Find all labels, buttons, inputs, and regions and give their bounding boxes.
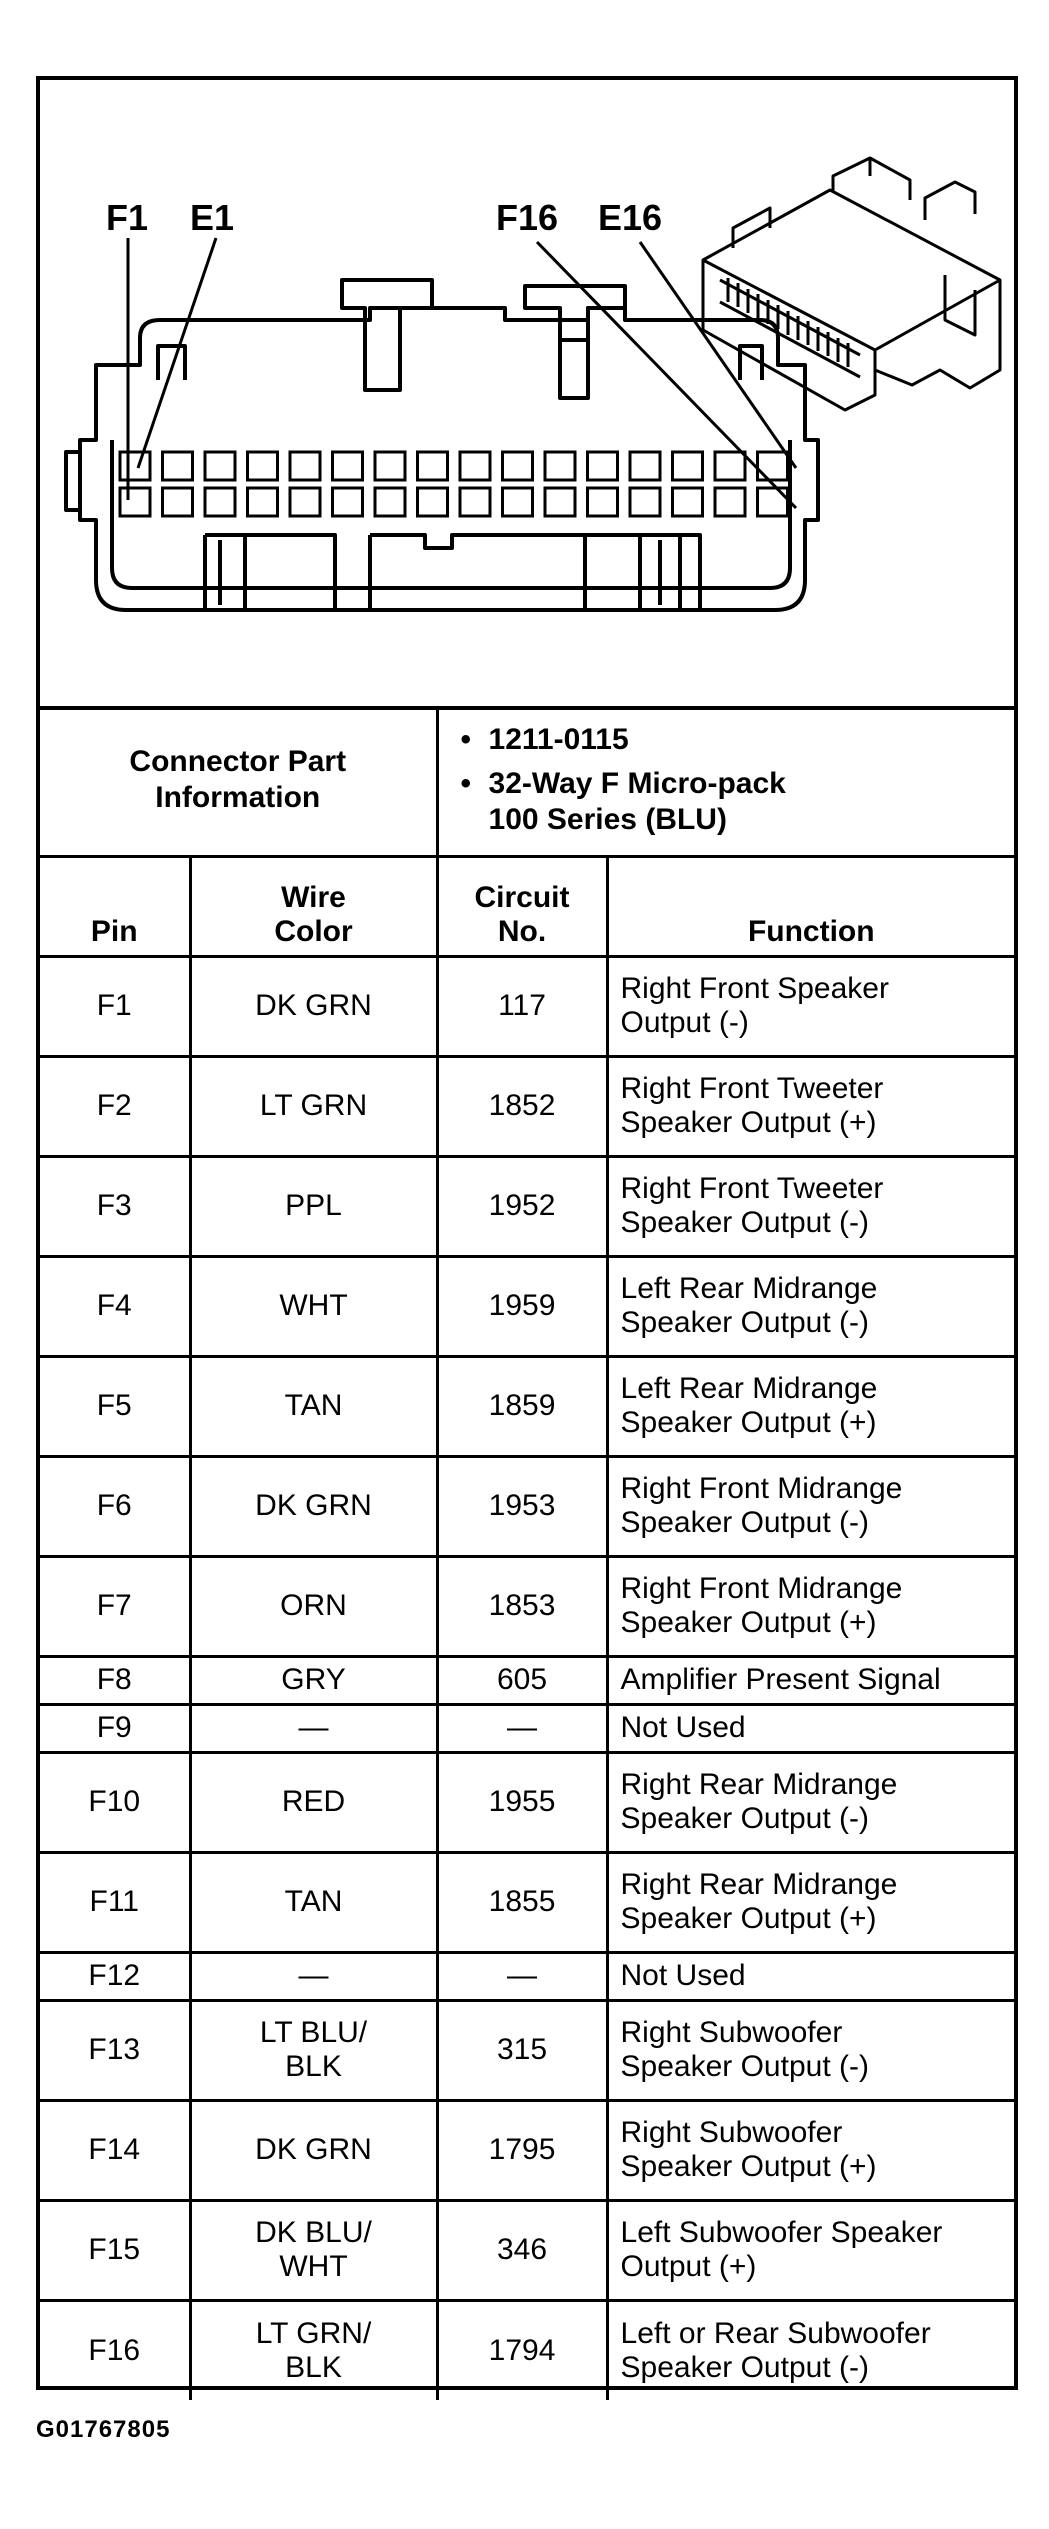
wire-color-line: TAN [284,1885,343,1918]
wire-color-line: DK BLU/ [255,2216,372,2249]
callout-e16: E16 [598,197,663,238]
callout-f1: F1 [106,197,149,238]
pin-cavity [545,452,575,480]
pin-cell: F15 [40,2200,190,2300]
pin-cavity [758,488,788,516]
pin-rows [40,956,1014,2400]
table-row [40,1356,1014,1456]
pin-cavity [715,452,745,480]
function-cell [607,1952,1014,2000]
connector-description-line1: • 32-Way F Micro-pack [461,766,1015,802]
pin-cavity [205,452,235,480]
wire-color-cell [190,1256,437,1356]
pin-cavity [503,452,533,480]
pin-cavity [673,488,703,516]
wire-color-cell [190,1556,437,1656]
pin-cell: F13 [40,2000,190,2100]
pin-cell: F9 [40,1704,190,1752]
pin-cavity [333,488,363,516]
function-line: Right Front Tweeter [620,1172,884,1205]
connector-iso-view [703,158,1000,410]
function-line: Speaker Output (-) [620,2050,869,2083]
table-row [40,1156,1014,1256]
function-line: Speaker Output (-) [620,1206,869,1239]
connector-face-drawing [40,80,1014,706]
wire-color-cell [190,1752,437,1852]
figure-code: G01767805 [36,2416,171,2443]
header-wire-color-line1: Wire [281,880,346,914]
function-line: Right Subwoofer [620,2016,843,2049]
wire-color-line: — [298,1711,329,1744]
housing-inner [112,440,790,588]
table-row [40,1656,1014,1704]
circuit-cell: 346 [437,2200,607,2300]
wire-color-cell [190,2200,437,2300]
wire-color-line: BLK [285,2050,342,2083]
pin-cavity [715,488,745,516]
header-circuit-line1: Circuit [474,880,570,914]
pin-cell: F12 [40,1952,190,2000]
wire-color-line: LT BLU/ [259,2016,368,2049]
wire-color-line: RED [281,1785,346,1818]
function-cell [607,2100,1014,2200]
circuit-cell: 1959 [437,1256,607,1356]
function-cell [607,1656,1014,1704]
pin-cavity [375,488,405,516]
wire-color-line: DK GRN [255,2133,372,2166]
side-tab-left [66,452,80,510]
function-line: Right Rear Midrange [620,1768,898,1801]
pin-cell: F10 [40,1752,190,1852]
function-line: Speaker Output (-) [620,2350,869,2384]
function-cell [607,1456,1014,1556]
pin-cavity [205,488,235,516]
wire-color-cell [190,2000,437,2100]
function-line: Right Front Tweeter [620,1072,884,1105]
wire-color-cell [190,1952,437,2000]
table-row [40,1256,1014,1356]
wire-color-cell [190,1156,437,1256]
function-line: Left Subwoofer Speaker [620,2216,943,2249]
wire-color-line: LT GRN [259,1089,368,1122]
header-circuit-line2: No. [497,914,547,948]
pin-cell: F6 [40,1456,190,1556]
header-wire-color-line2: Color [274,914,353,948]
wire-color-line: GRY [281,1663,346,1696]
function-line: Left Rear Midrange [620,1272,878,1305]
circuit-cell: 1952 [437,1156,607,1256]
function-cell [607,1852,1014,1952]
table-row [40,956,1014,1056]
circuit-cell: 1859 [437,1356,607,1456]
function-cell [607,1256,1014,1356]
function-cell [607,2300,1014,2400]
circuit-cell: — [437,1952,607,2000]
wire-color-cell [190,1056,437,1156]
latch-left [342,280,432,390]
pin-cell: F5 [40,1356,190,1456]
function-line: Speaker Output (+) [620,2150,877,2183]
wire-color-line: PPL [285,1189,342,1222]
pin-cell: F14 [40,2100,190,2200]
table-row [40,2300,1014,2400]
wire-color-line: — [298,1959,329,1992]
function-line: Speaker Output (+) [620,1406,877,1439]
table-row [40,1952,1014,2000]
function-line: Speaker Output (-) [620,1306,869,1339]
wire-color-cell [190,956,437,1056]
function-line: Not Used [620,1959,746,1992]
function-line: Right Rear Midrange [620,1868,898,1901]
header-function [607,856,1014,956]
pinout-table [40,706,1014,2400]
function-line: Speaker Output (+) [620,1902,877,1935]
pin-cell: F11 [40,1852,190,1952]
function-line: Speaker Output (+) [620,1106,877,1139]
callout-f16: F16 [496,197,559,238]
connector-description-line2: 100 Series (BLU) [488,803,727,837]
wire-color-line: BLK [285,2350,342,2384]
circuit-cell: 1953 [437,1456,607,1556]
pin-cavity [418,488,448,516]
wire-color-line: DK GRN [255,989,372,1022]
callout-e1: E1 [190,197,235,238]
function-line: Speaker Output (-) [620,1506,869,1539]
table-row [40,1852,1014,1952]
table-row [40,1752,1014,1852]
header-circuit [437,856,607,956]
table-row [40,1456,1014,1556]
pin-cell: F8 [40,1656,190,1704]
wire-color-line: DK GRN [255,1489,372,1522]
wire-color-cell [190,2100,437,2200]
function-line: Amplifier Present Signal [620,1663,941,1696]
circuit-cell: 1852 [437,1056,607,1156]
key-left [205,535,370,610]
pin-cavity [545,488,575,516]
pin-cavity [418,452,448,480]
function-cell [607,1752,1014,1852]
pin-cavity [630,452,660,480]
table-row [40,1056,1014,1156]
connector-info-label-line1: Connector Part [129,745,347,779]
header-row [40,856,1014,956]
pin-cavity [163,452,193,480]
function-line: Right Front Midrange [620,1572,903,1605]
circuit-cell: 315 [437,2000,607,2100]
function-line: Not Used [620,1711,746,1744]
circuit-cell: — [437,1704,607,1752]
function-cell [607,956,1014,1056]
wire-color-line: WHT [279,1289,348,1322]
pin-cavity [588,488,618,516]
pin-cavity [758,452,788,480]
wire-color-line: TAN [284,1389,343,1422]
housing-inner-top [158,346,185,380]
pin-cell: F4 [40,1256,190,1356]
function-line: Right Front Midrange [620,1472,903,1505]
callout-leaders [128,238,796,508]
circuit-cell: 1795 [437,2100,607,2200]
header-function-label: Function [747,914,875,948]
pin-cavity [248,488,278,516]
wire-color-cell [190,1852,437,1952]
connector-part-number: • 1211-0115 [461,722,1015,758]
pin-cavity [120,488,150,516]
wire-color-line: WHT [279,2250,348,2283]
function-cell [607,1556,1014,1656]
function-line: Right Front Speaker [620,972,889,1005]
pin-cavity [163,488,193,516]
pin-cavity [333,452,363,480]
function-line: Output (+) [620,2250,757,2283]
pin-cell: F3 [40,1156,190,1256]
pin-cavity [588,452,618,480]
function-line: Output (-) [620,1006,749,1039]
connector-diagram [40,80,1014,710]
table-row [40,1556,1014,1656]
pin-cavity [503,488,533,516]
table-row [40,2000,1014,2100]
function-cell [607,2000,1014,2100]
pin-cell: F1 [40,956,190,1056]
function-line: Left Rear Midrange [620,1372,878,1405]
function-cell [607,1056,1014,1156]
pin-cavity [460,452,490,480]
pin-cavity [290,452,320,480]
pin-grid [120,452,788,516]
function-cell [607,1356,1014,1456]
circuit-cell: 605 [437,1656,607,1704]
connector-info-row [40,706,1014,856]
connector-info-label [40,706,437,856]
table-row [40,2200,1014,2300]
pin-cavity [375,452,405,480]
pin-cavity [630,488,660,516]
pin-cavity [120,452,150,480]
function-line: Speaker Output (+) [620,1606,877,1639]
wire-color-line: LT GRN/ [255,2316,372,2350]
pin-cavity [290,488,320,516]
wire-color-cell [190,1704,437,1752]
function-cell [607,2200,1014,2300]
wire-color-line: ORN [280,1589,347,1622]
key-right [585,535,700,610]
wire-color-cell [190,1456,437,1556]
circuit-cell: 1853 [437,1556,607,1656]
function-cell [607,1156,1014,1256]
circuit-cell: 117 [437,956,607,1056]
circuit-cell: 1794 [437,2300,607,2400]
wire-color-cell [190,2300,437,2400]
function-cell [607,1704,1014,1752]
circuit-cell: 1955 [437,1752,607,1852]
key-mid [370,535,585,610]
table-row [40,2100,1014,2200]
header-wire-color [190,856,437,956]
function-line: Speaker Output (-) [620,1802,869,1835]
wire-color-cell [190,1356,437,1456]
pin-cavity [248,452,278,480]
header-pin [40,856,190,956]
function-line: Left or Rear Subwoofer [620,2316,931,2350]
table-row [40,1704,1014,1752]
connector-sheet [36,76,1018,2390]
pin-cell: F2 [40,1056,190,1156]
pin-cell: F16 [40,2300,190,2400]
wire-color-cell [190,1656,437,1704]
pin-cavity [460,488,490,516]
function-line: Right Subwoofer [620,2116,843,2149]
header-pin-label: Pin [90,914,138,948]
pin-cell: F7 [40,1556,190,1656]
connector-info-values [437,706,1014,856]
pin-cavity [673,452,703,480]
connector-info-label-line2: Information [155,781,321,815]
circuit-cell: 1855 [437,1852,607,1952]
